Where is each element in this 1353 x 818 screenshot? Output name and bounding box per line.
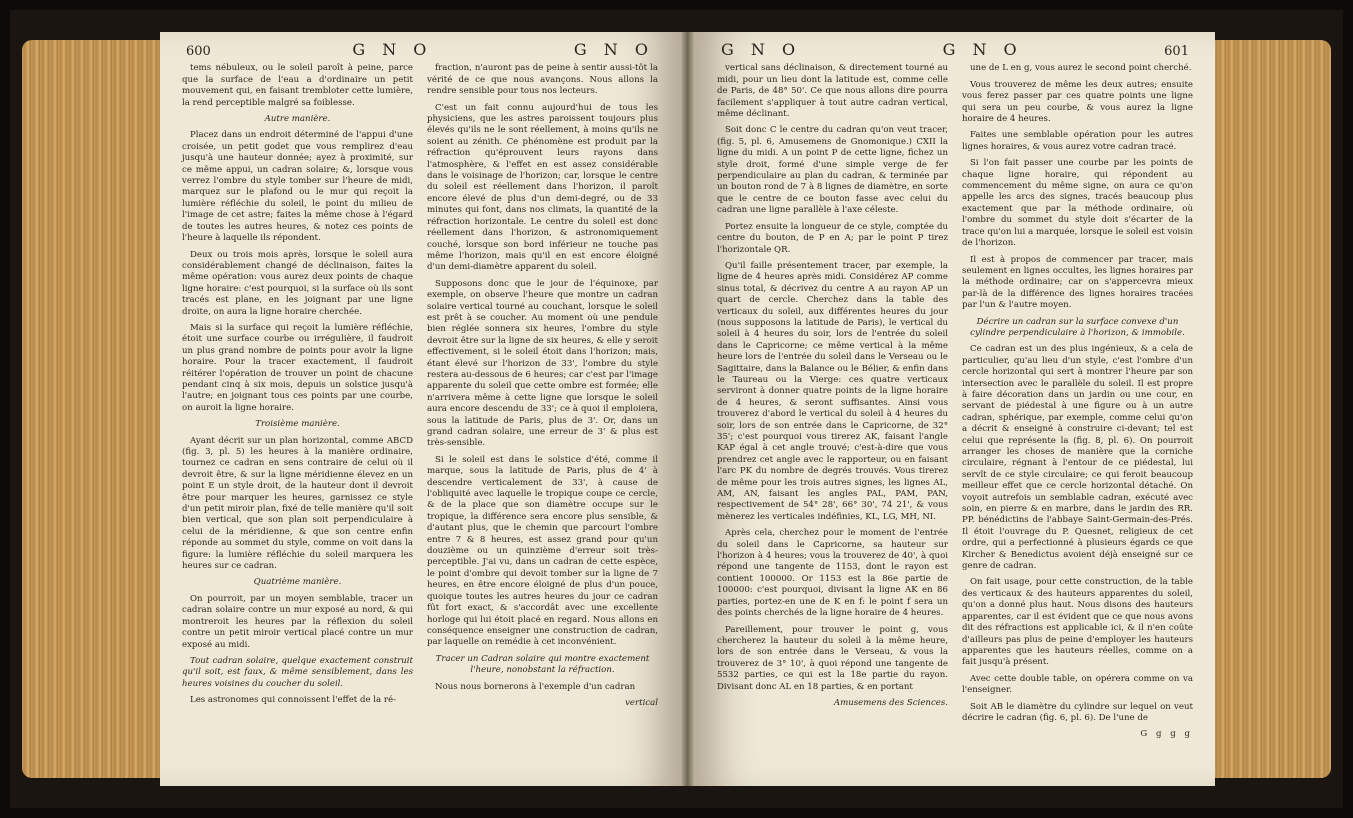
- left-page: [160, 32, 680, 786]
- section-heading: Tracer un Cadran solaire qui montre exactement l'heure, nonobstant la réfraction.: [435, 653, 650, 676]
- left-column-1: [182, 63, 413, 711]
- section-heading: Quatrième manière.: [253, 577, 342, 588]
- paragraph: vertical sans déclinaison, & directement tourné au midi, pour un lieu dont la latitude est, comme celle de Paris, de 48° 50'. Ce que nous allons dire pourra facilement s'appliquer à tout autre cadran vertical, même déclinant.: [717, 63, 948, 120]
- paragraph: Tout cadran solaire, quelque exactement construit qu'il soit, est faux, & même sensiblement, dans les heures voisines du coucher du soleil.: [182, 655, 413, 689]
- paragraph: Nous nous bornerons à l'exemple d'un cadran: [435, 681, 636, 692]
- right-header-b: G N O: [942, 40, 1023, 59]
- section-heading: Autre manière.: [264, 114, 331, 125]
- paragraph: une de L en g, vous aurez le second point cherché.: [970, 63, 1192, 74]
- section-heading: Décrire un cadran sur la surface convexe d'un cylindre perpendiculaire à l'horizon, & immobile.: [970, 316, 1185, 338]
- left-page-edges: [22, 40, 172, 778]
- right-page: [695, 32, 1215, 786]
- signature-line: Amusemens des Sciences.: [833, 697, 948, 708]
- paragraph: Si le soleil est dans le solstice d'été, comme il marque, sous la latitude de Paris, plus de 4' à descendre verticalement de 33', à cause de l'obliquité avec laquelle le tropique coupe ce cercle, & de la place que son diamètre occupe sur le tropique, la différence sera encore plus sensible, & d'autant plus, que le chemin que parcourt l'ombre entre 7 & 8 heures, est assez grand pour qu'un douzième ou un quinzième d'erreur soit très-perceptible. J'ai vu, dans un cadran de cette espèce, le point d'ombre qui devoit tomber sur la ligne de 7 heures, en être encore éloigné de plus d'un pouce, quoique toutes les autres heures du jour ce cadran fût fort exact, & s'accordât avec une excellente horloge qui lui étoit placé en regard. Nous allons en conséquence enseigner une construction de cadran, par laquelle on remédie à cet inconvénient.: [427, 454, 658, 648]
- left-column-2: [427, 63, 658, 711]
- right-header-a: G N O: [721, 40, 802, 59]
- paragraph: Si l'on fait passer une courbe par les points de chaque ligne horaire, qui répondent au commencement du même signe, on aura ce qu'on appelle les arcs des signes, tracés beaucoup plus exactement que par la méthode ordinaire, où l'ombre du sommet du style doit s'écarter de la trace qu'on lui a marquée, lorsque le soleil est voisin de l'horizon.: [962, 158, 1193, 249]
- gutter: [680, 32, 695, 786]
- paragraph: Supposons donc que le jour de l'équinoxe, par exemple, on observe l'heure que montre un cadran solaire vertical tourné au couchant, lorsque le soleil est prêt à se coucher. Au moment où une pendule bien réglée sonnera six heures, l'ombre du style devroit être sur la ligne de six heures, & elle y seroit effectivement, si le soleil étoit dans l'horizon; mais, étant élevé sur l'horizon de 33', l'ombre du style restera au-dessous de 6 heures; car c'est par l'image apparente du soleil que cette ombre est formée; elle n'arrivera même à cette ligne que lorsque le soleil aura encore descendu de 33'; ce à quoi il emploiera, sous la latitude de Paris, plus de 3'. Or, dans un grand cadran solaire, une erreur de 3' & plus est très-sensible.: [427, 278, 658, 449]
- catchword: vertical: [625, 697, 658, 708]
- paragraph: Mais si la surface qui reçoit la lumière réfléchie, étoit une surface courbe ou irrégulière, il faudroit un plus grand nombre de points pour avoir la ligne horaire. Pour la tracer exactement, il faudroit réitérer l'opération de trouver un point de chacune pendant cinq à six mois, depuis un solstice jusqu'à l'autre; en joignant tous ces points par une courbe, on auroit la ligne horaire.: [182, 322, 413, 413]
- paragraph: fraction, n'auront pas de peine à sentir aussi-tôt la vérité de ce que nous avançons. Nous allons la rendre sensible pour tous nos lecteurs.: [427, 63, 658, 97]
- paragraph: Vous trouverez de même les deux autres; ensuite vous ferez passer par ces quatre points une ligne qui sera un peu courbe, & vous aurez la ligne horaire de 4 heures.: [962, 79, 1193, 125]
- paragraph: Soit donc C le centre du cadran qu'on veut tracer, (fig. 5, pl. 6, Amusemens de Gnomonique.) CXII la ligne du midi. A un point P de cette ligne, fichez un style droit, formé d'une simple verge de fer perpendiculaire au plan du cadran, & terminée par un bouton rond de 7 à 8 lignes de diamètre, en sorte que le centre de ce bouton fasse avec celui du cadran une ligne parallèle à l'axe céleste.: [717, 125, 948, 216]
- paragraph: C'est un fait connu aujourd'hui de tous les physiciens, que les astres paroissent toujours plus élevés qu'ils ne le sont réellement, à moins qu'ils ne soient au zénith. Ce phénomène est produit par la réfraction qu'éprouvent leurs rayons dans l'atmosphère, & l'effet en est assez considérable dans le voisinage de l'horizon; car, lorsque le centre du soleil est réellement dans l'horizon, il paroît encore élevé de plus d'un demi-degré, ou de 33 minutes qui font, dans nos climats, la quantité de la réfraction horizontale. Le centre du soleil est donc réellement dans l'horizon, & astronomiquement couché, lorsque son bord inférieur ne touche pas même l'horizon, mais qu'il en est encore éloigné d'un demi-diamètre apparent du soleil.: [427, 102, 658, 273]
- paragraph: Soit AB le diamètre du cylindre sur lequel on veut décrire le cadran (fig. 6, pl. 6). De l'une de: [962, 701, 1193, 723]
- paragraph: On pourroit, par un moyen semblable, tracer un cadran solaire contre un mur exposé au nord, & qui montreroit les heures par la réflexion du soleil contre un petit miroir vertical placé contre un mur exposé au midi.: [182, 593, 413, 650]
- right-column-2: [962, 63, 1193, 740]
- signature-mark: G g g g: [1140, 729, 1193, 740]
- paragraph: On fait usage, pour cette construction, de la table des verticaux & des hauteurs apparentes du soleil, qu'on a donné plus haut. Nous disons des hauteurs apparentes, car il est évident que ce que nous avons dit des réfractions est applicable ici, & il n'en coûte d'ailleurs pas plus de peine d'employer les hauteurs apparentes que les hauteurs réelles, comme on a fait jusqu'à présent.: [962, 577, 1193, 668]
- paragraph: Placez dans un endroit déterminé de l'appui d'une croisée, un petit godet que vous remplirez d'eau jusqu'à une hauteur donnée; ayez à proximité, sur ce même appui, un cadran solaire; &, lorsque vous verrez l'ombre du style tomber sur l'heure de midi, marquez sur le plafond ou le mur qui reçoit la lumière réfléchie du soleil, le point du milieu de l'image de cet astre; faites la même chose à l'égard de toutes les autres heures, & notez ces points de l'heure à laquelle ils répondent.: [182, 130, 413, 244]
- paragraph: Portez ensuite la longueur de ce style, comptée du centre du bouton, de P en A; par le point P tirez l'horizontale QR.: [717, 221, 948, 255]
- left-header-b: G N O: [573, 40, 654, 59]
- section-heading: Troisième manière.: [255, 419, 340, 430]
- open-book: [10, 10, 1343, 808]
- paragraph: Deux ou trois mois après, lorsque le soleil aura considérablement changé de déclinaison, faites la même opération: vous aurez deux points de chaque ligne horaire: c'est pourquoi, si la surface où ils sont tracés est plane, en les joignant par une ligne droite, on aura la ligne horaire cherchée.: [182, 249, 413, 317]
- left-header-a: G N O: [352, 40, 433, 59]
- paragraph: Les astronomes qui connoissent l'effet de la ré-: [190, 695, 397, 706]
- right-running-head: [695, 32, 1215, 59]
- right-column-1: [717, 63, 948, 740]
- paragraph: Ce cadran est un des plus ingénieux, & a cela de particulier, qu'au lieu d'un style, c'est l'ombre d'un cercle horizontal qui sert à montrer l'heure par son intersection avec le parallèle du soleil. Il est propre à faire décoration dans un jardin ou une cour, en servant de piédestal à une figure ou à un autre cadran, sphérique, par exemple, comme celui qu'on a décrit & enseigné à construire ci-devant; tel est celui que représente la (fig. 8, pl. 6). On pourroit arranger les choses de manière que la corniche circulaire, régnant à l'entour de ce piédestal, lui servît de ce style circulaire; ce qui feroit beaucoup meilleur effet que ce cercle horizontal détaché. On voyoit autrefois un semblable cadran, exécuté avec soin, en pierre & en marbre, dans le jardin des RR. PP. bénédictins de l'abbaye Saint-Germain-des-Prés. Il étoit l'ouvrage du P. Quesnet, religieux de cet ordre, qui a perfectionné à plusieurs égards ce que Kircher & Benedictus avoient déjà enseigné sur ce genre de cadran.: [962, 344, 1193, 572]
- paragraph: Avec cette double table, on opérera comme on va l'enseigner.: [962, 673, 1193, 696]
- paragraph: Il est à propos de commencer par tracer, mais seulement en lignes occultes, les lignes horaires par la méthode ordinaire; car on s'appercevra mieux par-là de la différence des lignes horaires tracées par l'un & l'autre moyen.: [962, 254, 1193, 311]
- paragraph: Après cela, cherchez pour le moment de l'entrée du soleil dans le Capricorne, sa hauteur sur l'horizon à 4 heures; vous la trouverez de 40', à quoi répond une tangente de 1153, dont le rayon est contient 100000. Or 1153 est la 86e partie de 100000: c'est pourquoi, divisant la ligne AK en 86 parties, portez-en une de K en f: le point f sera un des points cherchés de la ligne horaire de 4 heures.: [717, 528, 948, 619]
- left-running-head: [160, 32, 680, 59]
- paragraph: tems nébuleux, ou le soleil paroît à peine, parce que la surface de l'eau a d'ordinaire un petit mouvement qui, en faisant trembloter cette lumière, la rend perceptible malgré sa foiblesse.: [182, 63, 413, 108]
- paragraph: Pareillement, pour trouver le point g, vous chercherez la hauteur du soleil à la même heure, lors de son entrée dans le Verseau, & vous la trouverez de 3° 10', à quoi répond une tangente de 5532 parties, ce qui est la 18e partie du rayon. Divisant donc AL en 18 parties, & en portant: [717, 624, 948, 692]
- left-page-number: 600: [186, 44, 211, 59]
- paragraph: Faites une semblable opération pour les autres lignes horaires, & vous aurez votre cadran tracé.: [962, 130, 1193, 152]
- paragraph: Qu'il faille présentement tracer, par exemple, la ligne de 4 heures après midi. Considérez AP comme sinus total, & décrivez du centre A au rayon AP un quart de cercle. Cherchez dans la table des verticaux du soleil, aux différentes heures du jour (nous supposons la latitude de Paris), le vertical du soleil à 4 heures du soir, lors de l'entrée du soleil dans le Capricorne; ce même vertical à la même heure lors de l'entrée du soleil dans le Verseau ou le Sagittaire, dans la Balance ou le Bélier, & enfin dans le Taureau ou la Vierge: ces quatre verticaux serviront à donner quatre points de la ligne horaire de 4 heures, & seront suffisantes. Ainsi vous trouverez d'abord le vertical du soleil à 4 heures du soir, lors de son entrée dans le Capricorne, de 32° 35'; c'est pourquoi vous tirerez AK, faisant l'angle KAP égal à cet angle trouvé; c'est-à-dire que vous prendrez cet angle avec le rapporteur, ou en faisant l'arc PK du nombre de degrés trouvés. Vous tirerez de même pour les trois autres signes, les lignes AL, AM, AN, faisant les angles PAL, PAM, PAN, respectivement de 54° 28', 66° 30', 74 21', & vous mènerez les verticales indéfinies, KL, LG, MH, NI.: [717, 260, 948, 522]
- right-page-number: 601: [1164, 44, 1189, 59]
- paragraph: Ayant décrit sur un plan horizontal, comme ABCD (fig. 3, pl. 5) les heures à la manière ordinaire, tournez ce cadran en sens contraire de celui où il devroit être, & sur la ligne méridienne élevez en un point E un style droit, de la hauteur dont il devroit être pour marquer les heures, garnissez ce style d'un petit miroir plan, fixé de telle manière qu'il soit bien vertical, que son plan soit perpendiculaire à celui de la méridienne, & que son centre enfin réponde au sommet du style, comme on voit dans la figure: la lumière réfléchie du soleil marquera les heures sur ce cadran.: [182, 435, 413, 572]
